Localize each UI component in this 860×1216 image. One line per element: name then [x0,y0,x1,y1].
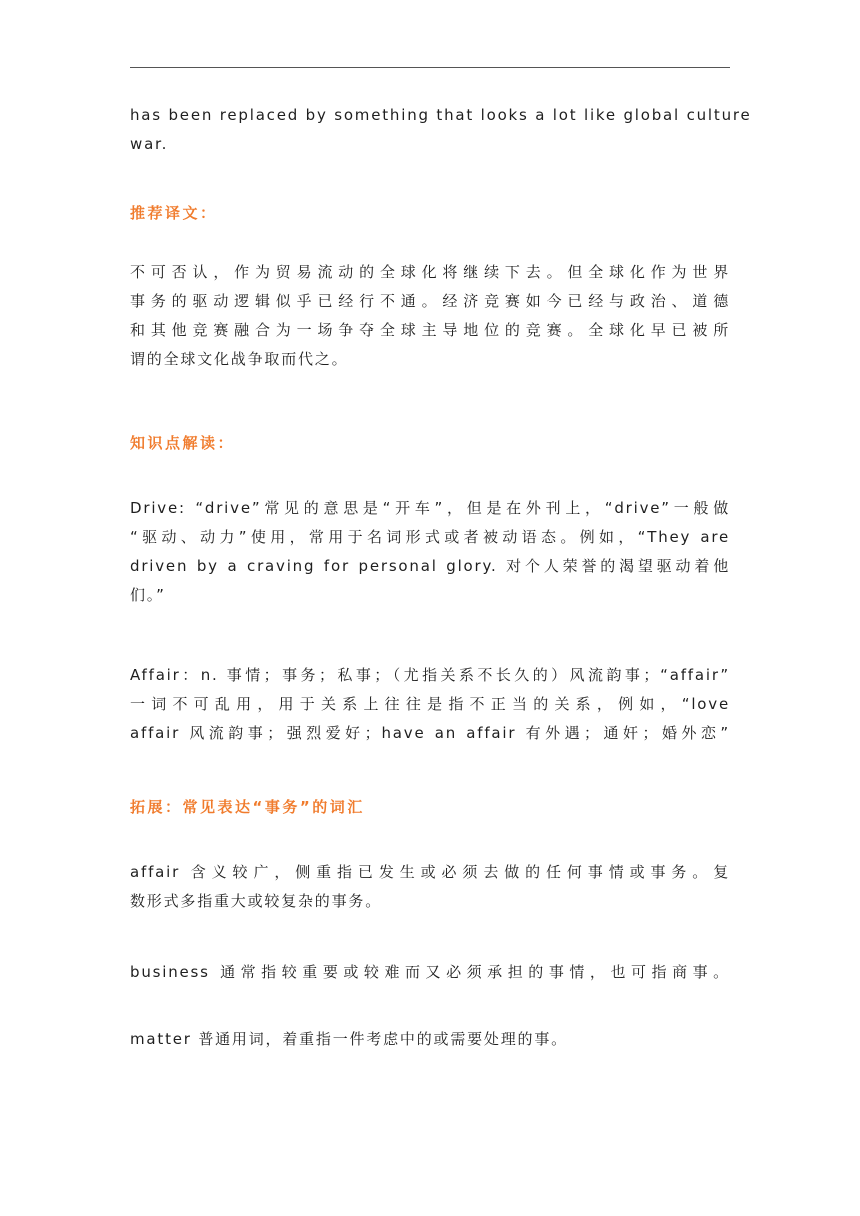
continuation-paragraph [130,101,752,159]
paragraph-line: Drive: “drive”常见的意思是“开车”，但是在外刊上，“drive”一般做 [130,499,730,517]
paragraph-line: has been replaced by something that looks a lot like global culture [130,106,752,124]
paragraph-line: war. [130,135,169,153]
paragraph-line: matter 普通用词，着重指一件考虑中的或需要处理的事。 [130,1030,568,1048]
affair-paragraph [130,661,730,748]
expansion-business-paragraph [130,958,730,987]
paragraph-line: driven by a craving for personal glory. 对个人荣誉的渴望驱动着他 [130,557,730,575]
paragraph-line: “驱动、动力”使用，常用于名词形式或者被动语态。例如，“They are [130,528,730,546]
expansion-heading: 拓展：常见表达“事务”的词汇 [130,798,365,816]
paragraph-line: business 通常指较重要或较难而又必须承担的事情，也可指商事。 [130,963,730,981]
paragraph-line: 一词不可乱用，用于关系上往往是指不正当的关系，例如，“love [130,695,730,713]
translation-paragraph [130,258,730,374]
knowledge-heading: 知识点解读： [130,434,236,452]
paragraph-line: affair 含义较广，侧重指已发生或必须去做的任何事情或事务。复 [130,863,730,881]
translation-heading: 推荐译文： [130,204,218,222]
paragraph-line: 和其他竞赛融合为一场争夺全球主导地位的竞赛。全球化早已被所 [130,321,730,339]
paragraph-line: 不可否认，作为贸易流动的全球化将继续下去。但全球化作为世界 [130,263,730,281]
expansion-matter-paragraph [130,1025,730,1054]
expansion-affair-paragraph [130,858,730,916]
paragraph-line: 事务的驱动逻辑似乎已经行不通。经济竞赛如今已经与政治、道德 [130,292,730,310]
paragraph-line: Affair：n. 事情；事务；私事；（尤指关系不长久的）风流韵事；“affair” [130,666,730,684]
paragraph-line: 数形式多指重大或较复杂的事务。 [130,892,383,910]
drive-paragraph [130,494,730,610]
paragraph-line: 谓的全球文化战争取而代之。 [130,350,349,368]
paragraph-line: affair 风流韵事；强烈爱好；have an affair 有外遇；通奸；婚外恋” [130,724,730,742]
paragraph-line: 们。” [130,586,166,604]
header-rule [130,67,730,68]
